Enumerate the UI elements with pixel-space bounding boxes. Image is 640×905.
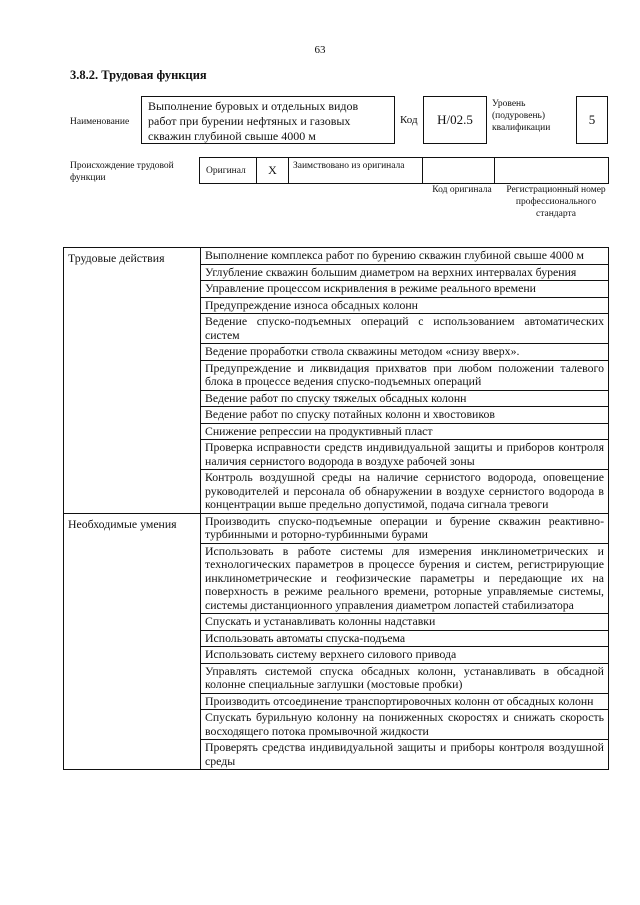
table-item: Использовать автоматы спуска-подъема bbox=[201, 630, 609, 647]
borrowed-label: Заимствовано из оригинала bbox=[289, 157, 423, 184]
table-item: Использовать систему верхнего силового привода bbox=[201, 647, 609, 664]
table-item: Снижение репрессии на продуктивный пласт bbox=[201, 423, 609, 440]
code-label: Код bbox=[400, 114, 418, 126]
table-item: Проверять средства индивидуальной защиты и приборы контроля воздушной среды bbox=[201, 740, 609, 770]
level-label: Уровень (подуровень) квалификации bbox=[492, 99, 551, 133]
code-original-label: Код оригинала bbox=[432, 185, 492, 195]
table-item: Контроль воздушной среды на наличие сернистого водорода, оповещение руководителей и персонала об обнаружении в воздухе сернистого водорода в концентрации выше предельно допустимой, подача сигнала тревоги bbox=[201, 470, 609, 514]
page-number: 63 bbox=[314, 44, 326, 56]
section-title: Трудовые действия bbox=[64, 248, 201, 514]
code-original-cell bbox=[423, 157, 495, 184]
table-item: Ведение спуско-подъемных операций с использованием автоматических систем bbox=[201, 314, 609, 344]
table-item: Проверка исправности средств индивидуальной защиты и приборов контроля наличия сернистого водорода в воздухе рабочей зоны bbox=[201, 440, 609, 470]
table-item: Выполнение комплекса работ по бурению скважин глубиной свыше 4000 м bbox=[201, 248, 609, 265]
table-item: Управление процессом искривления в режиме реального времени bbox=[201, 281, 609, 298]
function-code-box: H/02.5 bbox=[423, 96, 487, 144]
table-item: Ведение проработки ствола скважины методом «снизу вверх». bbox=[201, 344, 609, 361]
table-row bbox=[64, 248, 609, 265]
table-item: Предупреждение износа обсадных колонн bbox=[201, 297, 609, 314]
section-heading: 3.8.2. Трудовая функция bbox=[70, 68, 207, 82]
table-item: Спускать бурильную колонну на пониженных скоростях и снижать скорость восходящего потока промывочной жидкости bbox=[201, 710, 609, 740]
table-item: Спускать и устанавливать колонны надставки bbox=[201, 614, 609, 631]
reg-number-cell bbox=[495, 157, 609, 184]
origin-label: Происхождение трудовой функции bbox=[70, 161, 174, 183]
level-value-box: 5 bbox=[576, 96, 608, 144]
table-item: Управлять системой спуска обсадных колонн, устанавливать в обсадной колонне специальные заглушки (мостовые пробки) bbox=[201, 663, 609, 693]
function-name-box: Выполнение буровых и отдельных видов работ при бурении нефтяных и газовых скважин глубиной свыше 4000 м bbox=[141, 96, 395, 144]
original-label: Оригинал bbox=[199, 157, 257, 184]
table-item: Производить спуско-подъемные операции и бурение скважин реактивно-турбинными и роторно-турбинными бурами bbox=[201, 513, 609, 543]
table-item: Производить отсоединение транспортировочных колонн от обсадных колонн bbox=[201, 693, 609, 710]
origin-row bbox=[199, 157, 609, 184]
reg-number-label: Регистрационный номер профессионального стандарта bbox=[506, 185, 606, 219]
table-item: Предупреждение и ликвидация прихватов при любом положении талевого блока в процессе ведения спуско-подъемных операций bbox=[201, 360, 609, 390]
table-item: Ведение работ по спуску тяжелых обсадных колонн bbox=[201, 390, 609, 407]
section-title: Необходимые умения bbox=[64, 513, 201, 770]
table-row bbox=[64, 513, 609, 543]
table-item: Использовать в работе системы для измерения инклинометрических и технологических параметров в процессе бурения и систем, регистрирующие инклинометрические и геофизические параметры и передающие их на поверхность в режиме реального времени, роторные управляемые системы, системы дистанционного управления диаметром лопастей стабилизатора bbox=[201, 543, 609, 614]
original-mark: X bbox=[257, 157, 289, 184]
table-item: Ведение работ по спуску потайных колонн и хвостовиков bbox=[201, 407, 609, 424]
function-table bbox=[63, 247, 609, 770]
table-item: Углубление скважин большим диаметром на верхних интервалах бурения bbox=[201, 264, 609, 281]
name-label: Наименование bbox=[70, 117, 130, 127]
